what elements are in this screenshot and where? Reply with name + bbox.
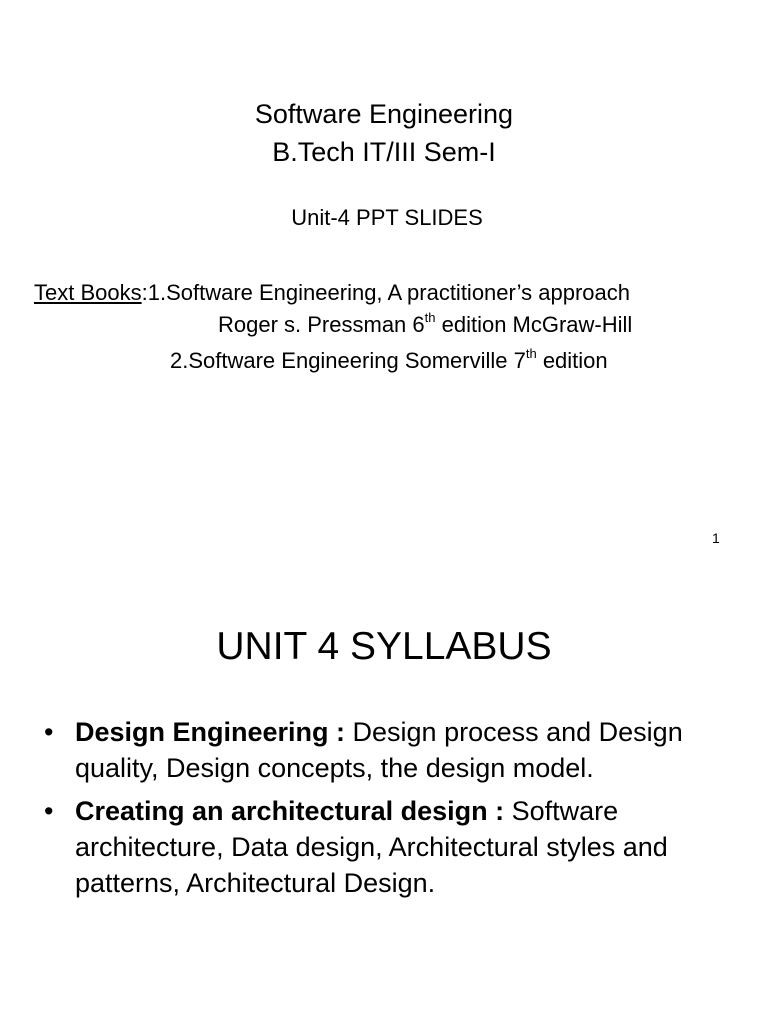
text-books-line-2 bbox=[218, 311, 632, 339]
text-books-colon: : bbox=[141, 280, 148, 305]
book-1-title: 1.Software Engineering, A practitioner’s approach bbox=[147, 280, 631, 305]
slide-2 bbox=[0, 576, 768, 1024]
bullet-text: Design process and Design quality, Design concepts, the design model. bbox=[75, 717, 683, 783]
book-1-author: Roger s. Pressman 6 bbox=[218, 312, 425, 337]
book-1-publisher: edition McGraw-Hill bbox=[435, 312, 633, 337]
text-books-line-3 bbox=[170, 347, 608, 375]
book-2-title: 2.Software Engineering Somerville 7 bbox=[170, 348, 526, 373]
course-subtitle: B.Tech IT/III Sem-I bbox=[272, 137, 496, 167]
bullet-text: Software architecture, Data design, Architectural styles and patterns, Architectural Design. bbox=[75, 796, 668, 898]
syllabus-title: UNIT 4 SYLLABUS bbox=[216, 625, 552, 668]
unit-label: Unit-4 PPT SLIDES bbox=[291, 205, 483, 230]
syllabus-bullet-list bbox=[0, 714, 768, 908]
text-books-line-1 bbox=[34, 279, 630, 307]
bullet-icon: • bbox=[44, 796, 54, 826]
syllabus-bullet-item bbox=[0, 793, 768, 901]
bullet-heading: Design Engineering : bbox=[75, 717, 346, 747]
text-books-heading: Text Books bbox=[34, 280, 142, 305]
book-2-edition-ordinal: th bbox=[525, 345, 537, 361]
bullet-icon: • bbox=[44, 717, 54, 747]
page-number: 1 bbox=[712, 530, 720, 546]
book-2-edition: edition bbox=[536, 348, 608, 373]
course-title: Software Engineering bbox=[254, 99, 514, 129]
bullet-heading: Creating an architectural design : bbox=[75, 796, 505, 826]
book-1-edition-ordinal: th bbox=[424, 309, 436, 325]
syllabus-bullet-item bbox=[0, 714, 768, 786]
